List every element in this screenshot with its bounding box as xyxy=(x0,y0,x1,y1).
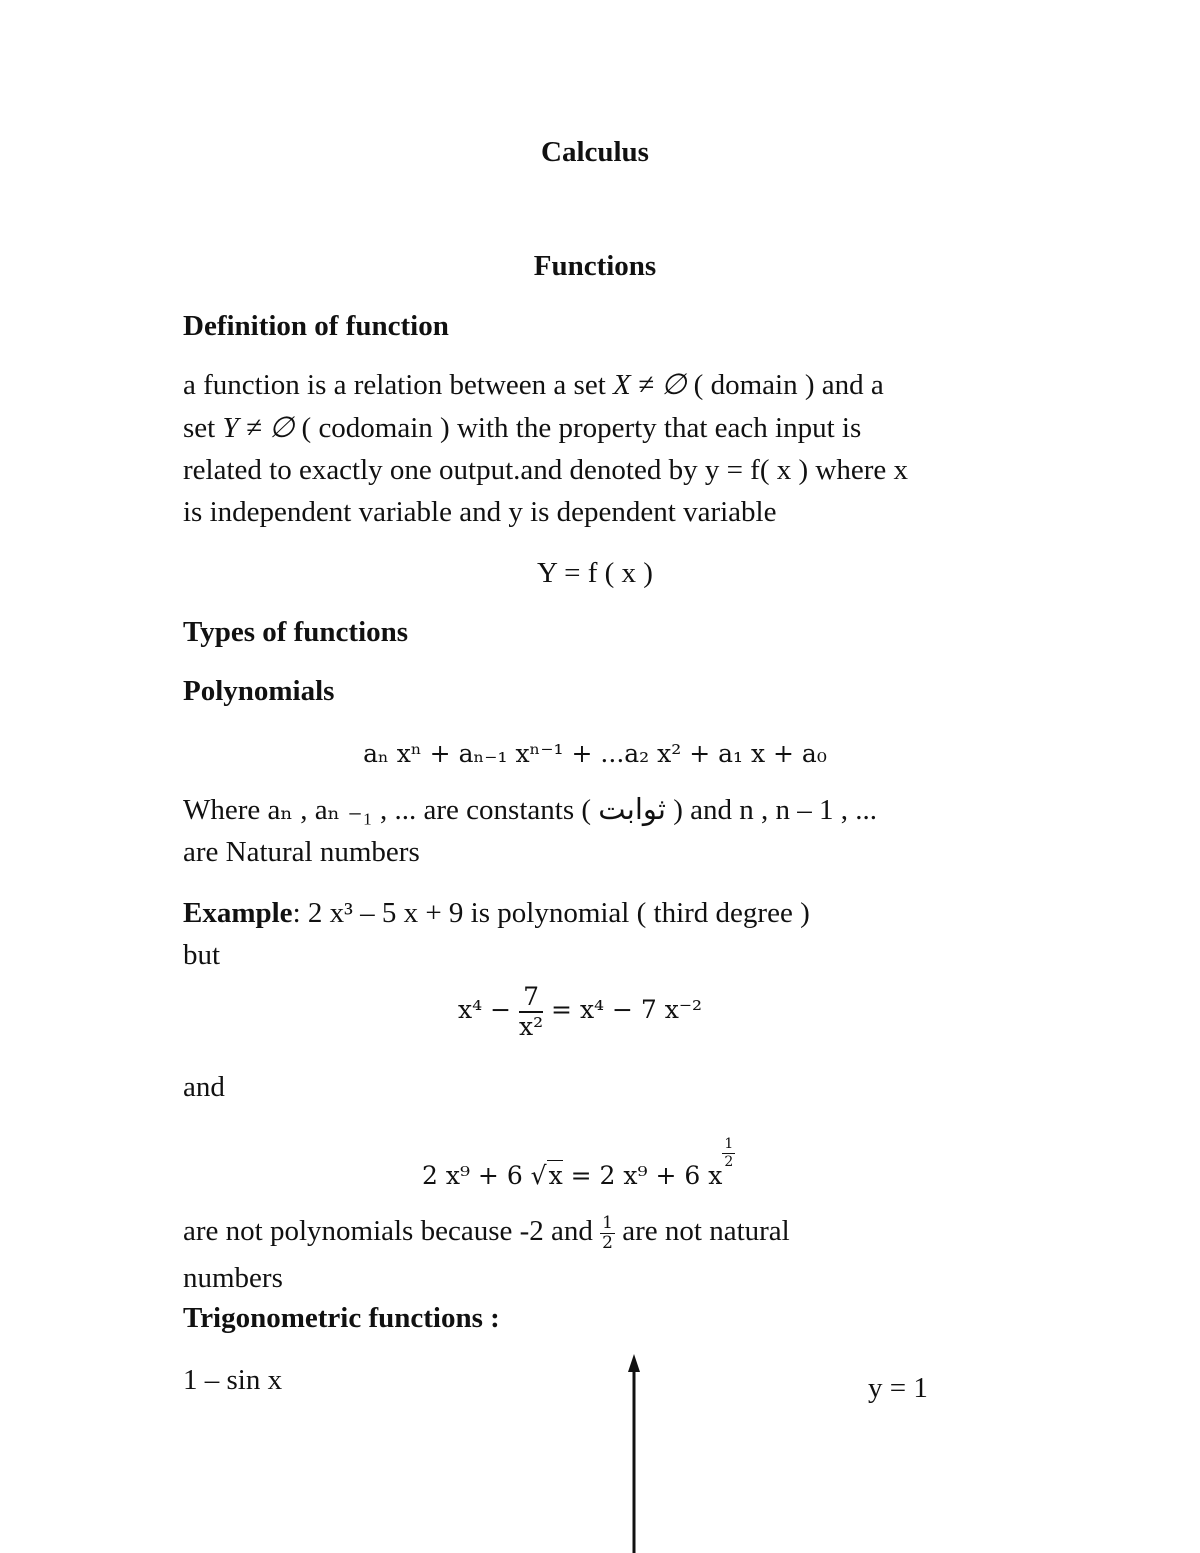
polynomials-heading: Polynomials xyxy=(183,675,335,707)
definition-line-1 xyxy=(183,371,884,400)
not-poly-text: are not natural xyxy=(614,1214,790,1247)
definition-text: ( codomain ) with the property that each input is xyxy=(294,412,862,444)
domain-set: X ≠ ∅ xyxy=(613,369,687,401)
trig-heading: Trigonometric functions : xyxy=(183,1302,500,1334)
codomain-set: Y ≠ ∅ xyxy=(222,412,295,444)
equation-2-mid: = 2 x⁹ + 6 x xyxy=(562,1160,723,1190)
types-heading: Types of functions xyxy=(183,616,409,648)
example-line xyxy=(183,899,810,928)
equation-1-right: = x⁴ − 7 x⁻² xyxy=(551,995,703,1024)
exponent-numerator: 1 xyxy=(724,1136,734,1152)
exponent-denominator: 2 xyxy=(724,1153,734,1170)
trig-function: 1 – sin x xyxy=(183,1364,283,1396)
half-numerator: 1 xyxy=(602,1213,613,1233)
sqrt-radicand: x xyxy=(548,1160,563,1190)
where-text: Where aₙ , aₙ ₋₁ , ... are constants ( xyxy=(183,794,599,826)
and-word: and xyxy=(183,1071,225,1103)
sqrt-symbol: √ xyxy=(530,1160,547,1190)
equation-2 xyxy=(422,1136,735,1191)
definition-line-2 xyxy=(183,414,861,443)
half-exponent xyxy=(722,1136,735,1171)
not-polynomials-line-2: numbers xyxy=(183,1262,283,1294)
section-title: Functions xyxy=(533,250,657,282)
definition-line-4: is independent variable and y is dependent variable xyxy=(183,496,777,528)
where-text: ) and n , n – 1 , ... xyxy=(665,794,877,826)
equation-1 xyxy=(458,983,702,1040)
definition-text: a function is a relation between a set xyxy=(183,369,614,401)
y-equals-1-label: y = 1 xyxy=(868,1372,928,1404)
equation-2-left: 2 x⁹ + 6 xyxy=(422,1160,531,1190)
fraction-one-half xyxy=(600,1214,615,1252)
arabic-word: ثوابت xyxy=(598,794,666,826)
but-word: but xyxy=(183,939,221,971)
not-poly-text: are not polynomials because -2 and xyxy=(183,1214,601,1247)
fraction-denominator: x² xyxy=(518,1011,544,1041)
half-denominator: 2 xyxy=(602,1232,613,1253)
y-axis-arrow xyxy=(620,1352,650,1553)
where-line-2: are Natural numbers xyxy=(183,836,420,868)
not-polynomials-line xyxy=(183,1214,790,1252)
where-line xyxy=(183,796,877,825)
definition-line-3: related to exactly one output.and denoted by y = f( x ) where x xyxy=(183,454,908,486)
example-label: Example xyxy=(183,897,293,929)
document-title: Calculus xyxy=(541,136,649,168)
fraction-7-over-x2 xyxy=(519,983,543,1040)
fraction-numerator: 7 xyxy=(519,983,543,1013)
definition-text: set xyxy=(183,412,223,444)
equation-1-left: x⁴ − xyxy=(458,995,512,1024)
definition-heading: Definition of function xyxy=(183,310,449,342)
function-formula: Y = f ( x ) xyxy=(537,557,653,589)
definition-text: ( domain ) and a xyxy=(686,369,884,401)
example-text: : 2 x³ – 5 x + 9 is polynomial ( third degree ) xyxy=(292,897,810,929)
polynomial-general-form: aₙ xⁿ + aₙ₋₁ xⁿ⁻¹ + ...a₂ x² + a₁ x + a₀ xyxy=(363,739,827,768)
